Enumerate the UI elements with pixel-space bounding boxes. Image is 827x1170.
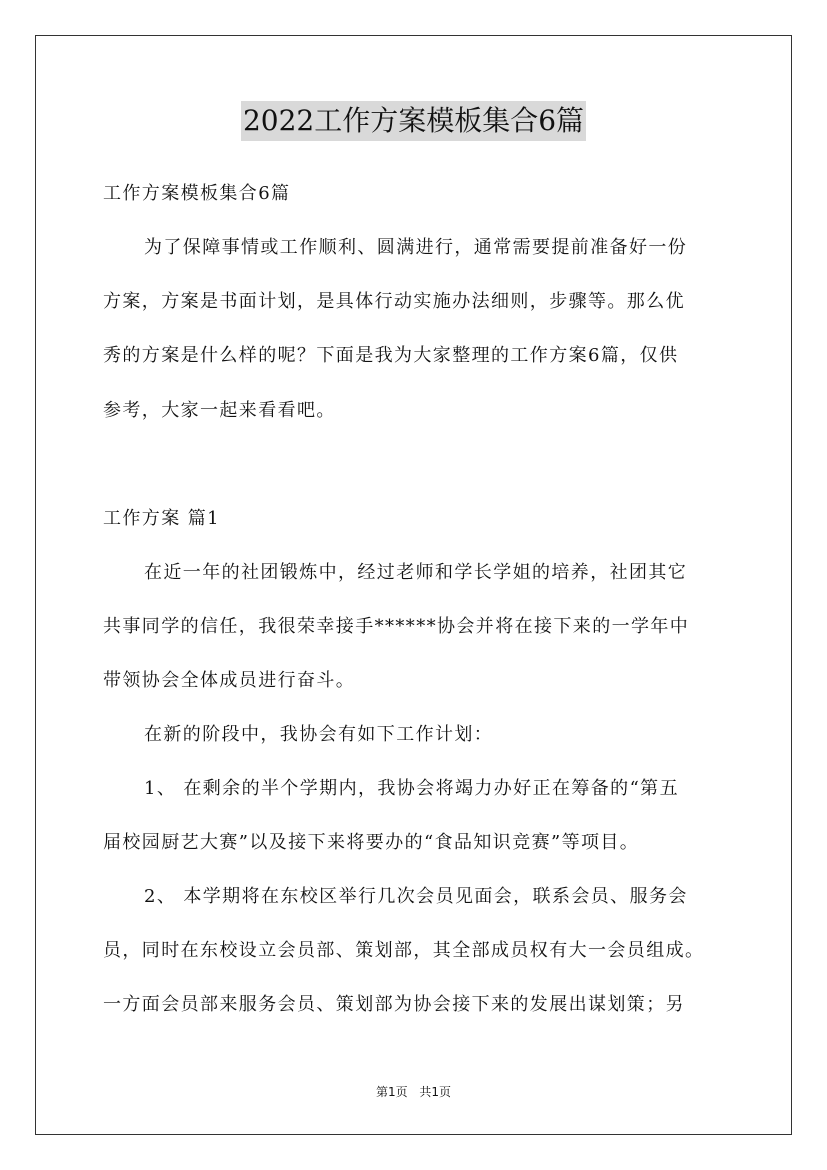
body-line-5: 1、 在剩余的半个学期内，我协会将竭力办好正在筹备的“第五 [144, 778, 679, 799]
document-subtitle: 工作方案模板集合6篇 [103, 183, 291, 204]
body-line-6: 届校园厨艺大赛”以及接下来将要办的“食品知识竞赛”等项目。 [103, 832, 640, 853]
body-line-3: 带领协会全体成员进行奋斗。 [103, 670, 356, 691]
page-number: 第1页 [375, 1085, 408, 1099]
intro-line-2: 方案，方案是书面计划，是具体行动实施办法细则，步骤等。那么优 [103, 291, 685, 312]
body-line-4: 在新的阶段中，我协会有如下工作计划： [144, 724, 494, 745]
body-line-1: 在近一年的社团锻炼中，经过老师和学长学姐的培养，社团其它 [144, 562, 688, 583]
body-line-7: 2、 本学期将在东校区举行几次会员见面会，联系会员、服务会 [144, 886, 688, 907]
document-title: 2022工作方案模板集合6篇 [241, 101, 586, 141]
intro-line-1: 为了保障事情或工作顺利、圆满进行，通常需要提前准备好一份 [144, 237, 688, 258]
intro-line-3: 秀的方案是什么样的呢？下面是我为大家整理的工作方案6篇，仅供 [103, 345, 679, 366]
title-container [0, 101, 827, 141]
body-line-8: 员，同时在东校设立会员部、策划部，其全部成员权有大一会员组成。 [103, 940, 705, 961]
section-heading: 工作方案 篇1 [103, 508, 220, 529]
total-pages: 共1页 [419, 1085, 452, 1099]
body-line-2: 共事同学的信任，我很荣幸接手******协会并将在接下来的一学年中 [103, 616, 690, 637]
page-footer [0, 1083, 827, 1100]
intro-line-4: 参考，大家一起来看看吧。 [103, 400, 336, 421]
body-line-9: 一方面会员部来服务会员、策划部为协会接下来的发展出谋划策；另 [103, 994, 685, 1015]
